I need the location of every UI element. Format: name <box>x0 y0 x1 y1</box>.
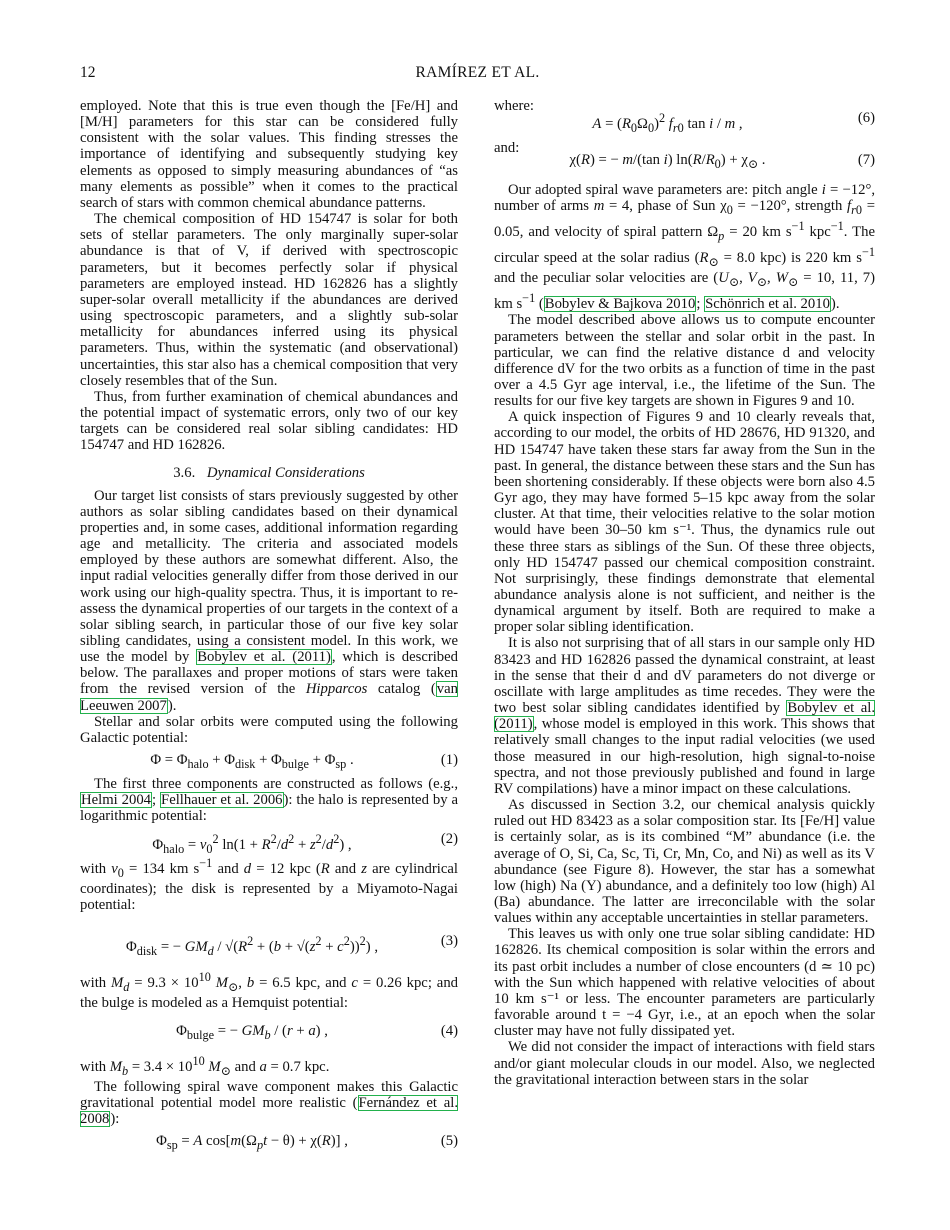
equation <box>80 913 458 969</box>
paragraph: Our adopted spiral wave parameters are: pitch angle i = −12°, number of arms m = 4, phase of Sun $\chi_0 = -120^\circ$, strength $f_{r0} = 0.05$, and velocity of spiral pattern $\Omega_p = 20$ km $s^{-1}$ kpc$^{-1}$. The circular speed at the solar radius ($R_⊙ = 8.0$ kpc) is 220 km $s^{-1}$ and the peculiar solar velocities are ($U_⊙$, $V_⊙$, $W_⊙ = 10$, 11, 7) km $s^{-1}$ (Bobylev & Bajkova 2010; Schönrich et al. 2010). <box>494 182 876 313</box>
equation-number: (7) <box>857 152 875 168</box>
equation-number: (4) <box>440 1023 458 1039</box>
equation <box>80 1127 458 1157</box>
section-title: Dynamical Considerations <box>206 465 365 482</box>
paragraph: Our target list consists of stars previously suggested by other authors as solar sibling candidates based on their dynamical properties and, in some cases, additional information regarding age and metallicity. The criteria and associated models employed by these authors are somewhat different. Also, the input radial velocities generally differ from those derived in our work using our high-quality spectra. Thus, it is important to re-assess the dynamical properties of our targets in the context of a solar sibling search, in particular those of our five key solar sibling candidates, using a consistent model. In this work, we use the model by Bobylev et al. (2011), which is described below. The parallaxes and proper motions of stars were taken from the revised version of the Hipparcos catalog (van Leeuwen 2007). <box>80 487 459 714</box>
paragraph: This leaves us with only one true solar sibling candidate: HD 162826. Its chemical composition is solar within the errors and its past orbit includes a number of close encounters (d ≃ 10 pc) with the Sun which happened with relative velocities of about 10 km s⁻¹ or less. The encounter parameters are particularly favorable around t = −4 Gyr, i.e., at an epoch when the solar cluster may have not fully dissipated yet. <box>494 926 875 1040</box>
equation-body: $A = (R_0\Omega_0)^2$ $f_{r0}$ tan i / m , <box>592 111 743 135</box>
citation-link[interactable]: van Leeuwen 2007 <box>80 681 458 714</box>
equation-lead: where: <box>494 98 534 114</box>
equation <box>80 746 458 776</box>
paragraph: with $M_b = 3.4 \times 10^{10}$ $M_⊙$ and a = 0.7 kpc. <box>80 1054 330 1078</box>
paragraph: The first three components are constructed as follows (e.g., Helmi 2004; Fellhauer et al. 2006): the halo is represented by a logarithmic potential: <box>80 776 458 825</box>
paragraph: with $v_0 = 134$ km $s^{-1}$ and d = 12 kpc (R and z are cylindrical coordinates); the disk is represented by a Miyamoto-Nagai potential: <box>80 855 458 913</box>
equation <box>494 140 875 182</box>
running-title: RAMÍREZ ET AL. <box>415 64 540 81</box>
right-column <box>494 98 875 1088</box>
equation-body: $\Phi_{halo} = v_0^2$ $\ln(1 + R^2/d^2 + z^2/d^2)$ , <box>152 831 352 856</box>
paragraph: with $M_d = 9.3 \times 10^{10}$ $M_⊙$, b = 6.5 kpc, and c = 0.26 kpc; and the bulge is modeled as a Hemquist potential: <box>80 969 459 1011</box>
equation-number: (5) <box>440 1133 458 1150</box>
equation <box>80 825 458 855</box>
equation-body: χ(R) = − m/(tan i) $\ln(R/R_0) + \chi_⊙$ . <box>569 152 766 171</box>
paragraph: As discussed in Section 3.2, our chemical analysis quickly ruled out HD 83423 as a solar composition star. Its [Fe/H] value is certainly solar, as is its combined “M” abundance (i.e. the average of O, Si, Ca, Sc, Ti, Cr, Mn, Co, and Ni) as well as its V abundance (see Figure 8). However, the star has a somewhat low (high) Na (Y) abundance, and a definitely too low (high) Al (Ba) abundance. The latter are irreconcilable with the solar values within any acceptable uncertainties in stellar parameters. <box>494 797 875 927</box>
citation-link[interactable]: Fernández et al. 2008 <box>80 1095 459 1128</box>
page-number: 12 <box>80 64 96 81</box>
equation-lead: and: <box>494 140 520 156</box>
paragraph: We did not consider the impact of interactions with field stars and/or giant molecular clouds in our model. Also, we neglected the gravitational interaction between stars in the solar <box>494 1039 875 1088</box>
section-heading <box>80 465 458 481</box>
equation-number: (2) <box>440 830 458 847</box>
equation-number: (3) <box>440 932 458 949</box>
paragraph: Thus, from further examination of chemical abundances and the potential impact of systematic errors, only two of our key targets can be considered real solar sibling candidates: HD 154747 and HD 162826. <box>80 388 458 454</box>
citation-link[interactable]: Helmi 2004 <box>81 792 152 809</box>
section-number: 3.6. <box>173 465 196 482</box>
equation-body: $\Phi = \Phi_{halo} + \Phi_{disk} + \Phi_{bulge} + \Phi_{sp}$ . <box>150 752 354 772</box>
citation-link[interactable]: Schönrich et al. 2010 <box>705 296 830 313</box>
equation-body: $\Phi_{bulge}$ = − $GM_b / (r + a)$ , <box>176 1023 328 1042</box>
paragraph: It is also not surprising that of all stars in our sample only HD 83423 and HD 162826 passed the dynamical constraint, at least in the sense that their d and dV parameters do not diverge or oscillate with large amplitudes as time recedes. They were the two best solar sibling candidates identified by Bobylev et al. (2011), whose model is employed in this work. This shows that relatively small changes to the input radial velocities (we used those measured in our high-resolution, high signal-to-noise spectra, and not those previously published and found in large RV compilations) have a minor impact on these calculations. <box>494 635 875 797</box>
page-header <box>80 64 875 86</box>
paragraph: Stellar and solar orbits were computed using the following Galactic potential: <box>80 713 458 746</box>
equation-body: $\Phi_{sp} = A$ $\cos[m(\Omega_pt - \theta) + \chi(R)]$ , <box>156 1133 348 1153</box>
equation-body: $\Phi_{disk}$ = − $GM_d / √(R^2 + (b + √(z^2 + c^2))^2)$ , <box>125 933 378 958</box>
citation-link[interactable]: Fellhauer et al. 2006 <box>161 792 283 809</box>
equation <box>494 98 875 140</box>
paragraph: The following spiral wave component makes this Galactic gravitational potential model more realistic (Fernández et al. 2008): <box>80 1078 459 1128</box>
paragraph: A quick inspection of Figures 9 and 10 clearly reveals that, according to our model, the orbits of HD 28676, HD 91320, and HD 154747 have taken these stars far away from the Sun in the past. In general, the distance between these stars and the Sun has been shortening considerably. If these objects were born also 4.5 Gyr ago, they may have formed 5–15 kpc away from the solar cluster. At that time, their velocities relative to the solar motion would have been 30–50 km s⁻¹. Thus, the dynamics rule out these three stars as siblings of the Sun. Of these three objects, only HD 154747 passed our chemical composition constraint. Not surprisingly, these findings demonstrate that elemental abundance analysis alone is not sufficient, and neither is the dynamical argument by itself. Both are required to make a proper solar sibling identification. <box>494 409 875 636</box>
left-column <box>80 98 458 1157</box>
paragraph: The chemical composition of HD 154747 is solar for both sets of stellar parameters. The only marginally super-solar abundance is that of V, if derived with spectroscopic parameters, but it becomes perfectly solar if physical parameters are employed instead. HD 162826 has a slightly super-solar overall metallicity if the abundances are derived using spectroscopic parameters, and a slightly sub-solar metallicity for abundances inferred using its physical parameters. Thus, within the systematic (and observational) uncertainties, this star also has a chemical composition that very closely resembles that of the Sun. <box>80 211 458 389</box>
paragraph: The model described above allows us to compute encounter parameters between the stellar and solar orbit in the past. In particular, we can find the relative distance d and velocity difference dV for the two orbits as a function of time in the past over a 4.5 Gyr age interval, i.e., the lifetime of the Sun. The results for our five key targets are shown in Figures 9 and 10. <box>494 312 875 410</box>
equation-number: (6) <box>857 110 875 126</box>
equation-number: (1) <box>440 752 458 769</box>
paragraph: employed. Note that this is true even though the [Fe/H] and [M/H] parameters for this star can be considered fully consistent with the solar values. This finding stresses the importance of identifying and subsequently studying key elements as opposed to simply measuring abundances of “as many elements as possible” when it comes to the practical search of stars with common chemical abundance patterns. <box>80 98 458 211</box>
citation-link[interactable]: Bobylev et al. (2011) <box>197 649 331 666</box>
citation-link[interactable]: Bobylev et al. (2011) <box>494 700 875 733</box>
equation <box>80 1011 458 1053</box>
citation-link[interactable]: Bobylev & Bajkova 2010 <box>544 296 696 313</box>
